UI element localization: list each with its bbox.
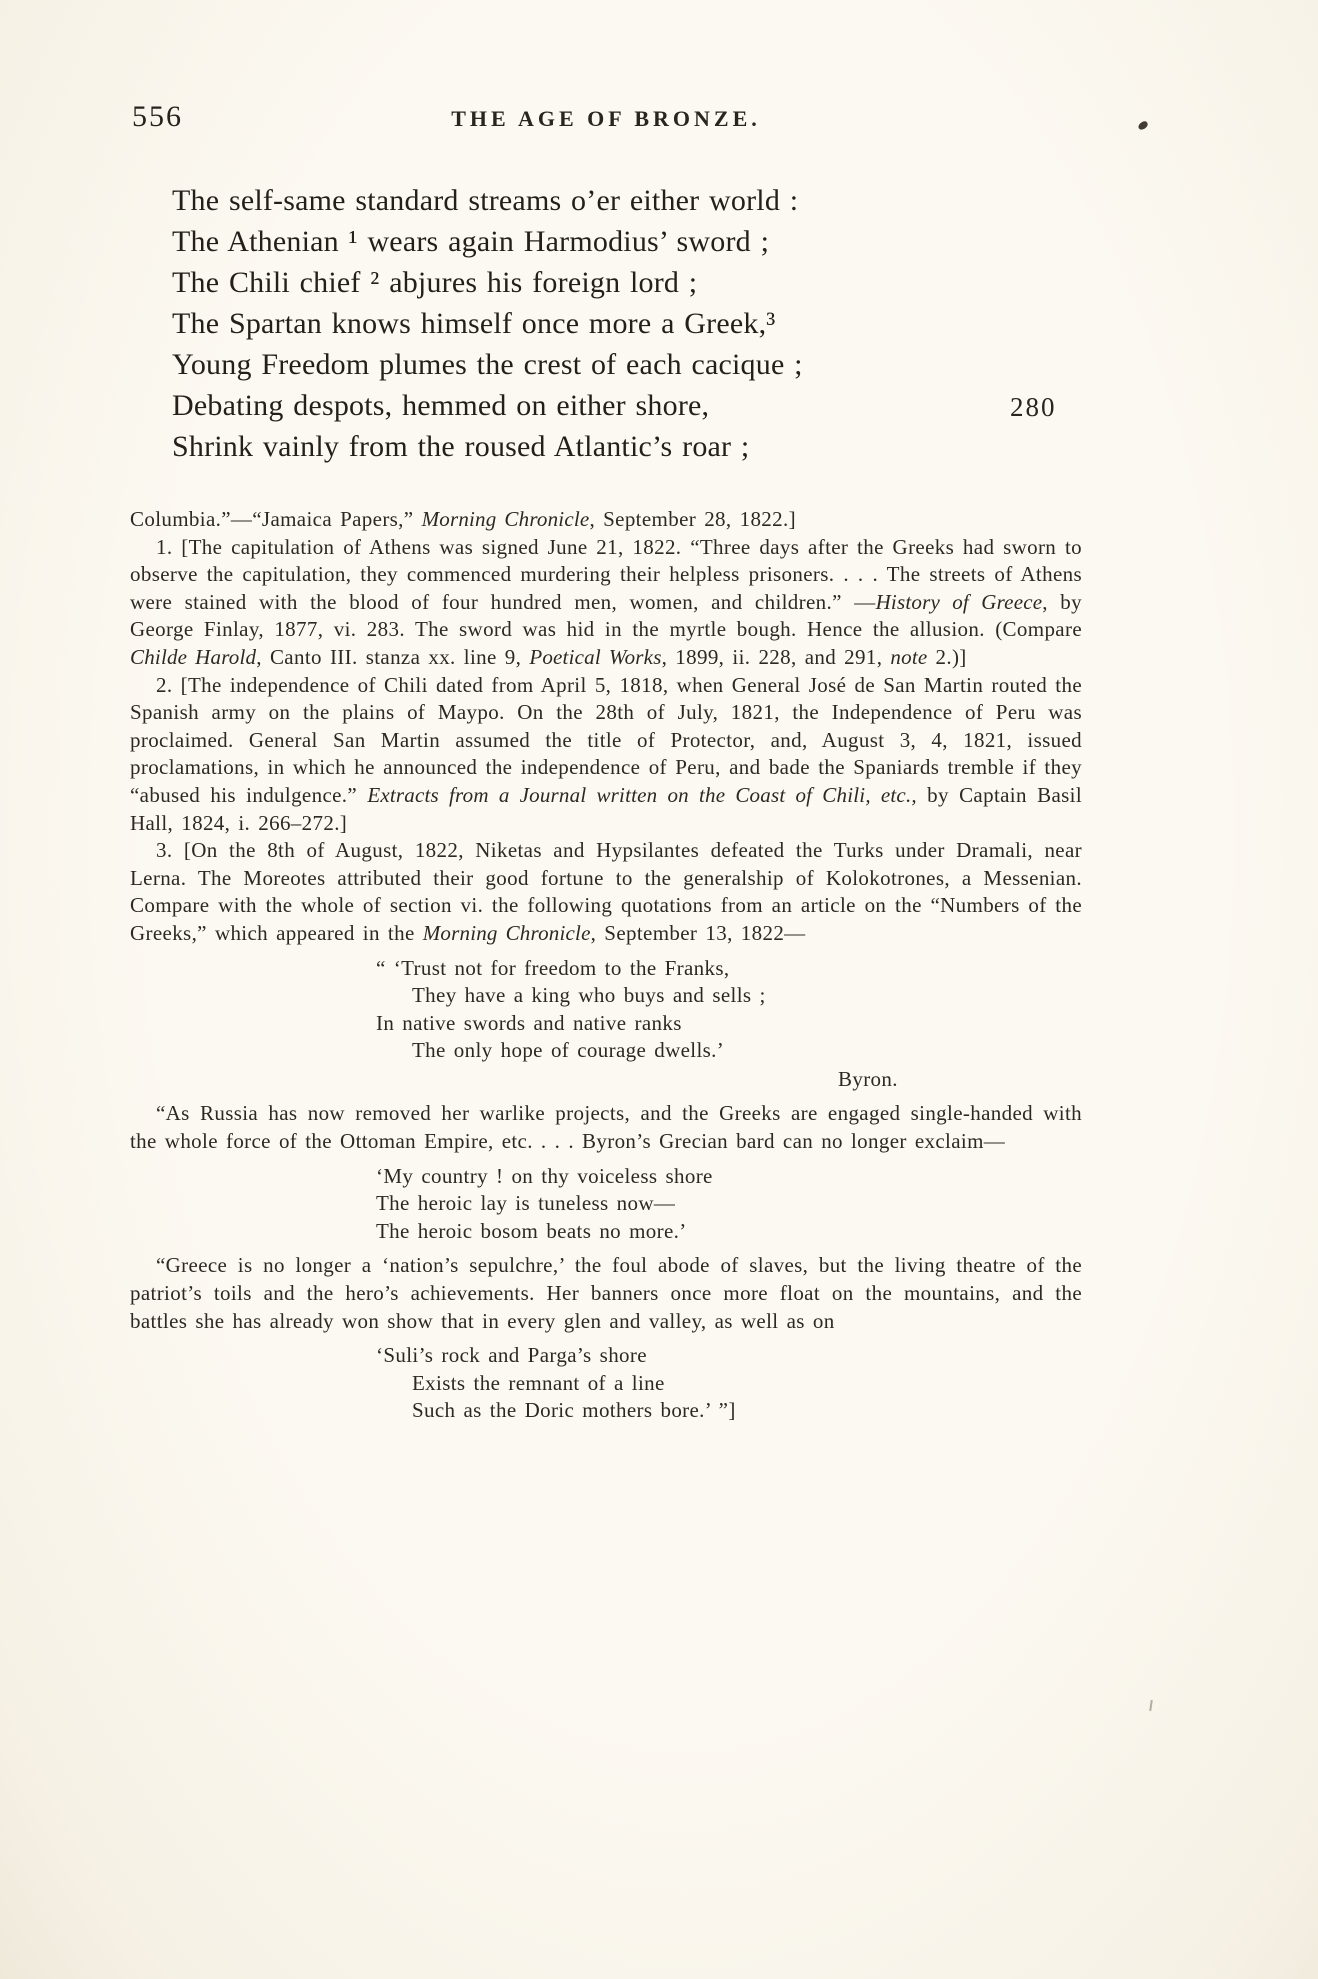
poem-line: The Athenian ¹ wears again Harmodius’ sword ;: [172, 225, 770, 258]
ink-speck: [1137, 120, 1149, 131]
text-segment: by Captain Basil Hall, 1824, i. 266–272.]: [130, 782, 1083, 835]
text-segment: , by George Finlay, 1877, vi. 283. The sword was hid in the myrtle bough. Hence the allusion. (Compare: [130, 589, 1082, 642]
verse-line: The heroic bosom beats no more.’: [376, 1218, 687, 1243]
text-segment: 2.)]: [927, 644, 967, 669]
scan-artifact-tick: [1149, 1700, 1153, 1711]
footnote-paragraph: [130, 672, 1082, 838]
text-segment: “As Russia has now removed her warlike projects, and the Greeks are engaged single-handed with the whole force of the Ottoman Empire, etc. . . . Byron’s Grecian bard can no longer exclaim—: [130, 1101, 1082, 1154]
text-segment: , 1899, ii. 228, and 291,: [661, 644, 891, 669]
text-segment: 3. [On the 8th of August, 1822, Niketas and Hypsilantes defeated the Turks under Dramali, near Lerna. The Moreotes attributed their good fortune to the generalship of Kolokotrones, a Messenian. Compare with the whole of section vi. the following quotations from an article on the “Numbers of the Greeks,” which appeared in the: [130, 838, 1082, 945]
running-title: THE AGE OF BRONZE.: [451, 106, 761, 131]
verse-line-number: 280: [1010, 392, 1057, 422]
poem-line: Shrink vainly from the roused Atlantic’s roar ;: [172, 430, 750, 463]
italic-text: Poetical Works: [529, 644, 662, 669]
footnote-paragraph: [130, 506, 1082, 534]
italic-text: Morning Chronicle: [422, 920, 591, 945]
poem-line: The Spartan knows himself once more a Greek,³: [172, 307, 776, 340]
footnote-paragraph: [130, 534, 1082, 672]
text-segment: Columbia.”—“Jamaica Papers,”: [130, 507, 422, 531]
footnote-paragraph: [130, 1252, 1082, 1335]
verse-attribution: Byron.: [838, 1066, 898, 1091]
text-segment: “Greece is no longer a ‘nation’s sepulchre,’ the foul abode of slaves, but the living theatre of the patriot’s toils and the hero’s achievements. Her banners once more float on the mountains, and the battles she has already won show that in every glen and valley, as well as on: [130, 1253, 1082, 1333]
verse-line: In native swords and native ranks: [376, 1010, 682, 1035]
text-segment: 2. [The independence of Chili dated from April 5, 1818, when General José de San Martin routed the Spanish army on the plains of Maypo. On the 28th of July, 1821, the Independence of Peru was proclaimed. General San Martin assumed the title of Protector, and, August 3, 4, 1821, issued proclamations, in which he announced the independence of Peru, and bade the Spaniards tremble if they “abused his indulgence.”: [130, 672, 1082, 807]
verse-line: ‘Suli’s rock and Parga’s shore: [376, 1343, 647, 1368]
italic-text: Childe Harold: [130, 644, 257, 669]
footnotes: [130, 506, 1082, 1432]
poem-line: Debating despots, hemmed on either shore, 280: [172, 385, 803, 426]
verse-line: “ ‘Trust not for freedom to the Franks,: [376, 955, 730, 980]
italic-text: Morning Chronicle: [421, 507, 590, 531]
poem-line: The Chili chief ² abjures his foreign lord ;: [172, 266, 698, 299]
italic-text: note: [890, 644, 928, 669]
poem-line: The self-same standard streams o’er either world :: [172, 184, 799, 217]
text-segment: , Canto III. stanza xx. line 9,: [256, 644, 530, 669]
text-segment: , September 13, 1822—: [590, 920, 806, 945]
verse-line: The heroic lay is tuneless now—: [376, 1191, 676, 1216]
verse-line: Exists the remnant of a line: [412, 1370, 665, 1395]
footnote-paragraph: [130, 1100, 1082, 1155]
verse-quote: [376, 1342, 1082, 1425]
italic-text: History of Greece: [875, 589, 1043, 614]
verse-line: Such as the Doric mothers bore.’ ”]: [412, 1398, 736, 1423]
footnote-paragraph: [130, 837, 1082, 947]
italic-text: Extracts from a Journal written on the Coast of Chili, etc.,: [367, 782, 917, 807]
poem: [172, 180, 1057, 467]
page-number: 556: [132, 100, 183, 133]
verse-line: ‘My country ! on thy voiceless shore: [376, 1163, 713, 1188]
verse-line: They have a king who buys and sells ;: [412, 983, 766, 1008]
verse-quote: [376, 955, 1082, 1094]
verse-line: The only hope of courage dwells.’: [412, 1038, 725, 1063]
verse-quote: [376, 1163, 1082, 1246]
poem-line: Young Freedom plumes the crest of each cacique ;: [172, 348, 803, 381]
text-segment: 1. [The capitulation of Athens was signed June 21, 1822. “Three days after the Greeks had sworn to observe the capitulation, they commenced murdering their helpless prisoners. . . . The streets of Athens were stained with the blood of four hundred men, women, and children.” —: [130, 534, 1082, 614]
text-segment: , September 28, 1822.]: [589, 507, 796, 531]
page-header: [130, 100, 1082, 146]
